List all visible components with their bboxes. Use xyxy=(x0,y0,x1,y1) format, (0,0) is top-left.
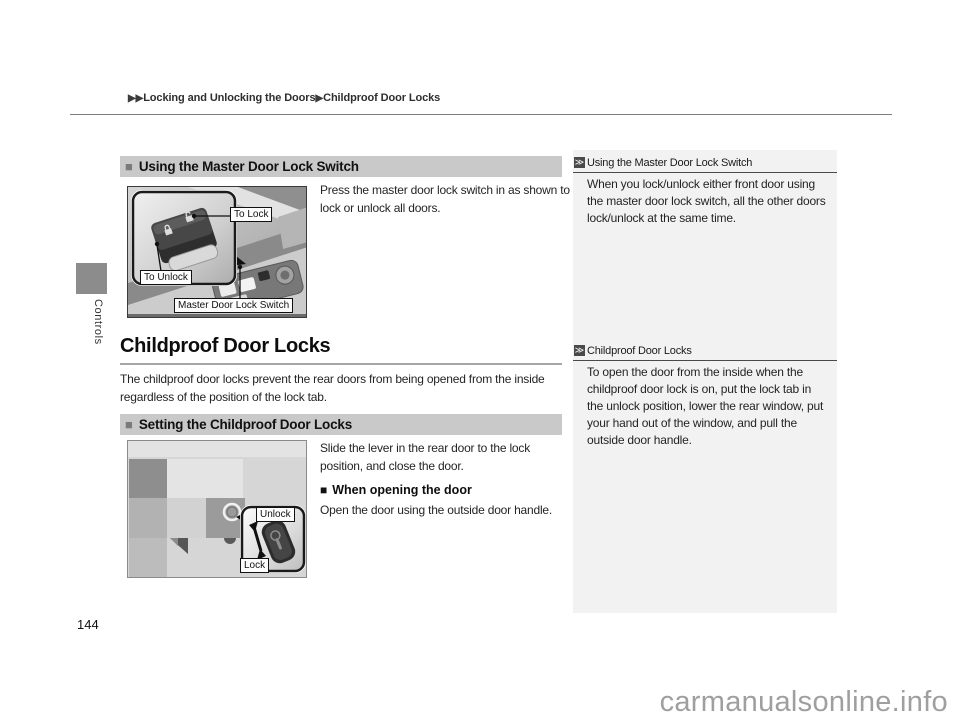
chapter-tab-label: Controls xyxy=(92,299,104,345)
figure-childproof-lock-lever xyxy=(127,440,307,578)
title-underline xyxy=(120,363,562,365)
note-body: To open the door from the inside when the childproof door lock is on, put the lock tab in the unlock position, lower the rear window, put your hand out of the window, and pull the outside door handle. xyxy=(587,365,824,447)
chevron-right-icon: ▶▶ xyxy=(128,93,144,104)
square-bullet-icon: ■ xyxy=(125,417,133,432)
subheading-when-opening xyxy=(320,483,472,497)
header-divider xyxy=(70,114,892,115)
chevron-right-icon: ▶ xyxy=(315,93,324,104)
article-body: The childproof door locks prevent the rear doors from being opened from the inside regardless of the position of the lock tab. xyxy=(120,372,545,404)
section-header-childproof-locks xyxy=(120,414,562,435)
reference-sidebar xyxy=(573,150,837,613)
label-to-unlock: To Unlock xyxy=(140,270,192,285)
label-master-door-lock-switch: Master Door Lock Switch xyxy=(174,298,293,313)
sidebar-note-childproof-locks xyxy=(573,344,837,449)
note-title: Childproof Door Locks xyxy=(587,344,692,357)
note-body: When you lock/unlock either front door using the master door lock switch, all the other doors lock/unlock at the same time. xyxy=(587,177,826,225)
reference-chevrons-icon: ≫ xyxy=(574,157,585,167)
breadcrumb-subsection: Childproof Door Locks xyxy=(323,92,441,104)
breadcrumb xyxy=(128,92,440,104)
page-number: 144 xyxy=(77,617,99,632)
label-to-lock: To Lock xyxy=(230,207,272,222)
label-lock: Lock xyxy=(240,558,269,573)
section2-body: Slide the lever in the rear door to the lock position, and close the door. xyxy=(320,441,530,473)
sidebar-note-master-door-lock xyxy=(573,156,837,227)
square-bullet-icon: ■ xyxy=(125,159,133,174)
note-title: Using the Master Door Lock Switch xyxy=(587,156,753,169)
square-bullet-icon: ■ xyxy=(320,483,328,497)
watermark: carmanualsonline.info xyxy=(659,686,948,718)
section-title: Setting the Childproof Door Locks xyxy=(138,417,353,432)
section1-body: Press the master door lock switch in as shown to lock or unlock all doors. xyxy=(320,183,570,215)
subheading-text: When opening the door xyxy=(332,483,472,497)
figure-master-door-lock-switch xyxy=(127,186,307,318)
chapter-tab-marker xyxy=(76,263,107,294)
section-header-master-door-lock xyxy=(120,156,562,177)
breadcrumb-section: Locking and Unlocking the Doors xyxy=(143,92,316,104)
section-title: Using the Master Door Lock Switch xyxy=(138,159,359,174)
label-unlock: Unlock xyxy=(256,507,295,522)
page-title: Childproof Door Locks xyxy=(120,335,331,357)
section2-body2: Open the door using the outside door handle. xyxy=(320,503,553,517)
reference-chevrons-icon: ≫ xyxy=(574,345,585,355)
